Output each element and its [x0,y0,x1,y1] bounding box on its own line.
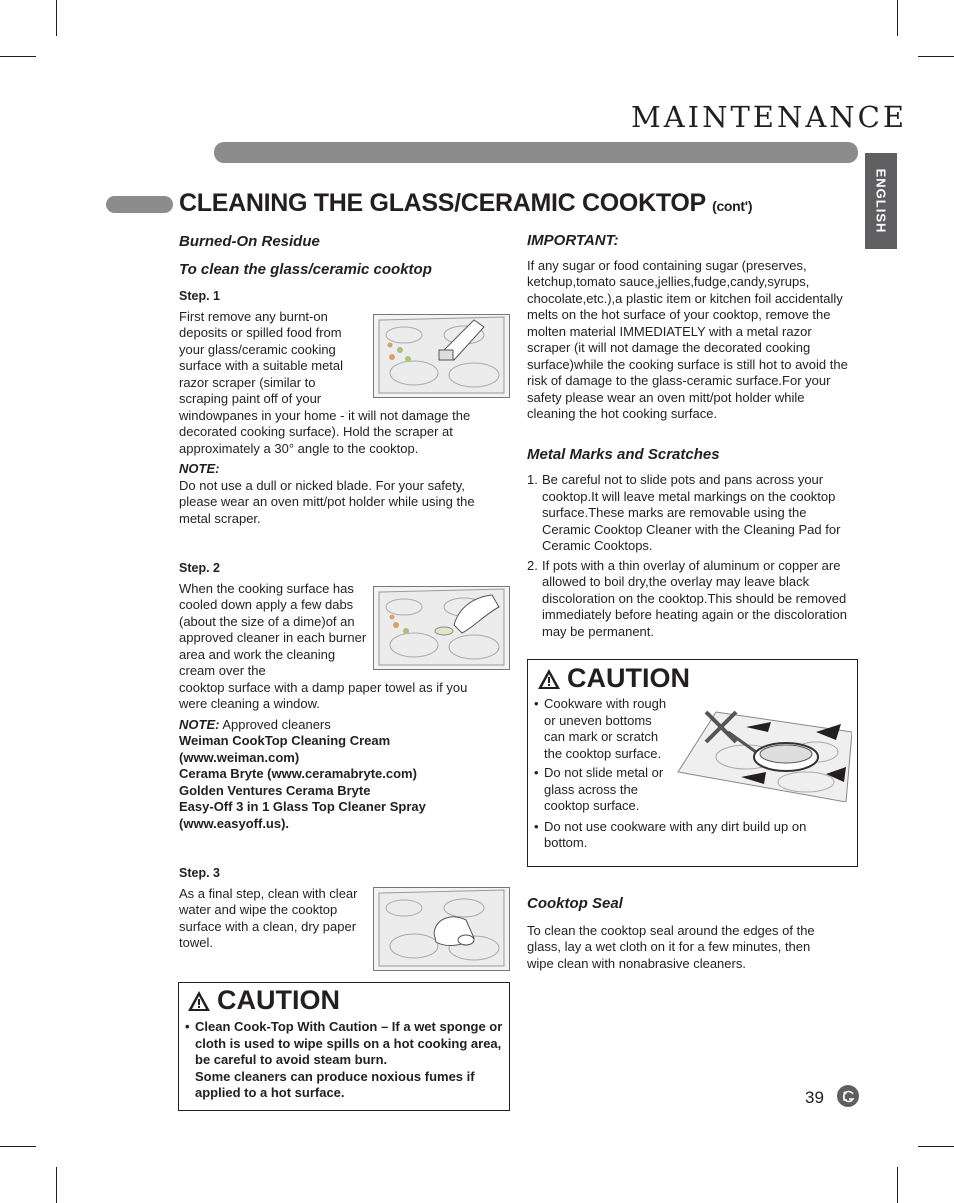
metal-item-2 [527,558,854,641]
language-tab [865,153,897,249]
step2-note-label: NOTE: [179,716,220,732]
step1-note-text: Do not use a dull or nicked blade. For your safety, please wear an oven mitt/pot holder while using the metal scraper. [179,477,475,526]
warning-icon [187,990,211,1012]
header-bar [214,142,858,163]
metal-item-1-num: 1. [527,472,538,487]
page-heading-text: CLEANING THE GLASS/CERAMIC COOKTOP [179,189,706,217]
caution-bullet-3: • Do not use cookware with any dirt build up on bottom. [534,819,844,852]
metal-item-1 [527,472,854,555]
caution-box-right [527,659,858,867]
step2-note-text: Approved cleaners [219,716,331,732]
step3-text: As a final step, clean with clear water and wipe the cooktop surface with a clean, dry paper towel. [179,885,358,950]
step2-illustration [373,586,510,670]
cleaner-1: Weiman CookTop Cleaning Cream (www.weiman.com) [179,733,391,765]
step2-note [179,717,499,734]
lg-logo [837,1085,859,1107]
metal-marks-heading: Metal Marks and Scratches [527,445,720,463]
crop-mark [0,1146,36,1147]
cooktop-scraper-image [374,315,509,397]
step1-label: Step. 1 [179,289,220,303]
crop-mark [0,56,36,57]
cleaner-4: Easy-Off 3 in 1 Glass Top Cleaner Spray (www.easyoff.us). [179,799,426,831]
caution-line2: Some cleaners can produce noxious fumes if applied to a hot surface. [195,1068,475,1100]
page-number: 39 [805,1088,824,1107]
cooktop-seal-heading: Cooktop Seal [527,895,623,912]
step1-illustration [373,314,510,398]
step2-label: Step. 2 [179,561,220,575]
cleaner-2: Cerama Bryte (www.ceramabryte.com) [179,766,417,781]
step3-block [179,865,369,952]
caution-box-left [178,982,510,1111]
burned-on-heading: Burned-On Residue [179,233,320,250]
cookware-slide-image [676,702,852,802]
cooktop-cream-image [374,587,509,669]
caution-title-text-right: CAUTION [567,663,690,693]
caution-bullet-1: • Cookware with rough or uneven bottoms can mark or scratch the cooktop surface. [534,696,676,762]
metal-item-2-num: 2. [527,557,538,573]
step2-text-full: cooktop surface with a damp paper towel as if you were cleaning a window. [179,679,468,711]
right-column [527,233,857,640]
caution-bullet-2: • Do not slide metal or glass across the cooktop surface. [534,765,676,815]
language-tab-label: ENGLISH [873,168,889,234]
step2-text-wrap: When the cooking surface has cooled down apply a few dabs (about the size of a dime)of an approved cleaner in each burner area and work the cleaning cream over the [179,580,367,678]
step3-label: Step. 3 [179,866,220,880]
cleaner-3: Golden Ventures Cerama Bryte [179,782,371,798]
clean-cooktop-heading: To clean the glass/ceramic cooktop [179,260,432,278]
important-label: IMPORTANT: [527,232,619,249]
caution-title-left [187,985,340,1016]
lg-logo-icon [837,1085,859,1107]
cooktop-seal-block [527,896,847,972]
section-title: MAINTENANCE [631,100,908,134]
crop-mark [897,0,898,36]
caution-line1: • Clean Cook-Top With Caution – If a wet sponge or cloth is used to wipe spills on a hot cooking area, be careful to avoid steam burn. [195,1019,503,1067]
cooktop-seal-text: To clean the cooktop seal around the edges of the glass, lay a wet cloth on it for a few minutes, then wipe clean with nonabrasive cleaners. [527,922,815,971]
heading-pill [106,196,173,213]
cooktop-wipe-image [374,888,509,970]
step1-text-wrap: First remove any burnt-on deposits or spilled food from your glass/ceramic cooking surface with a suitable metal razor scraper (similar to scraping paint off of your [179,308,344,406]
step1-note-label: NOTE: [179,461,220,476]
page-heading-suffix: (cont') [712,198,753,214]
caution-bullet-left [185,1019,511,1102]
important-text: If any sugar or food containing sugar (preserves, ketchup,tomato sauce,jellies,fudge,candy,syrups, chocolate,etc.),a plastic item or kitchen foil accidentally melts on the hot surface of your cooktop, remove the molten material IMMEDIATELY with a metal razor scraper (it will not damage the decorated cooking surface)while the cooking surface is still hot to avoid the risk of damage to the glass-ceramic surface.For your safety please wear an oven mitt/pot holder while cleaning the hot cooking surface. [527,257,848,421]
crop-mark [56,0,57,36]
caution-title-text-left: CAUTION [217,985,340,1015]
warning-icon [537,668,561,690]
step3-illustration [373,887,510,971]
crop-mark [56,1167,57,1203]
page-heading [179,189,752,218]
crop-mark [918,1146,954,1147]
caution-title-right [537,663,690,694]
step1-text-full: windowpanes in your home - it will not damage the decorated cooking surface). Hold the scraper at approximately a 30° angle to the cooktop. [179,407,471,456]
metal-item-1-text: Be careful not to slide pots and pans across your cooktop.It will leave metal markings on the cooktop surface.These marks are removable using the Ceramic Cooktop Cleaner with the Cleaning Pad for Ceramic Cooktops. [542,472,841,553]
metal-item-2-text: If pots with a thin overlay of aluminum or copper are allowed to boil dry,the overlay may leave black discoloration on the cooktop.This should be removed immediately before heating again or the discoloration may be permanent. [542,557,847,639]
crop-mark [897,1167,898,1203]
crop-mark [918,56,954,57]
